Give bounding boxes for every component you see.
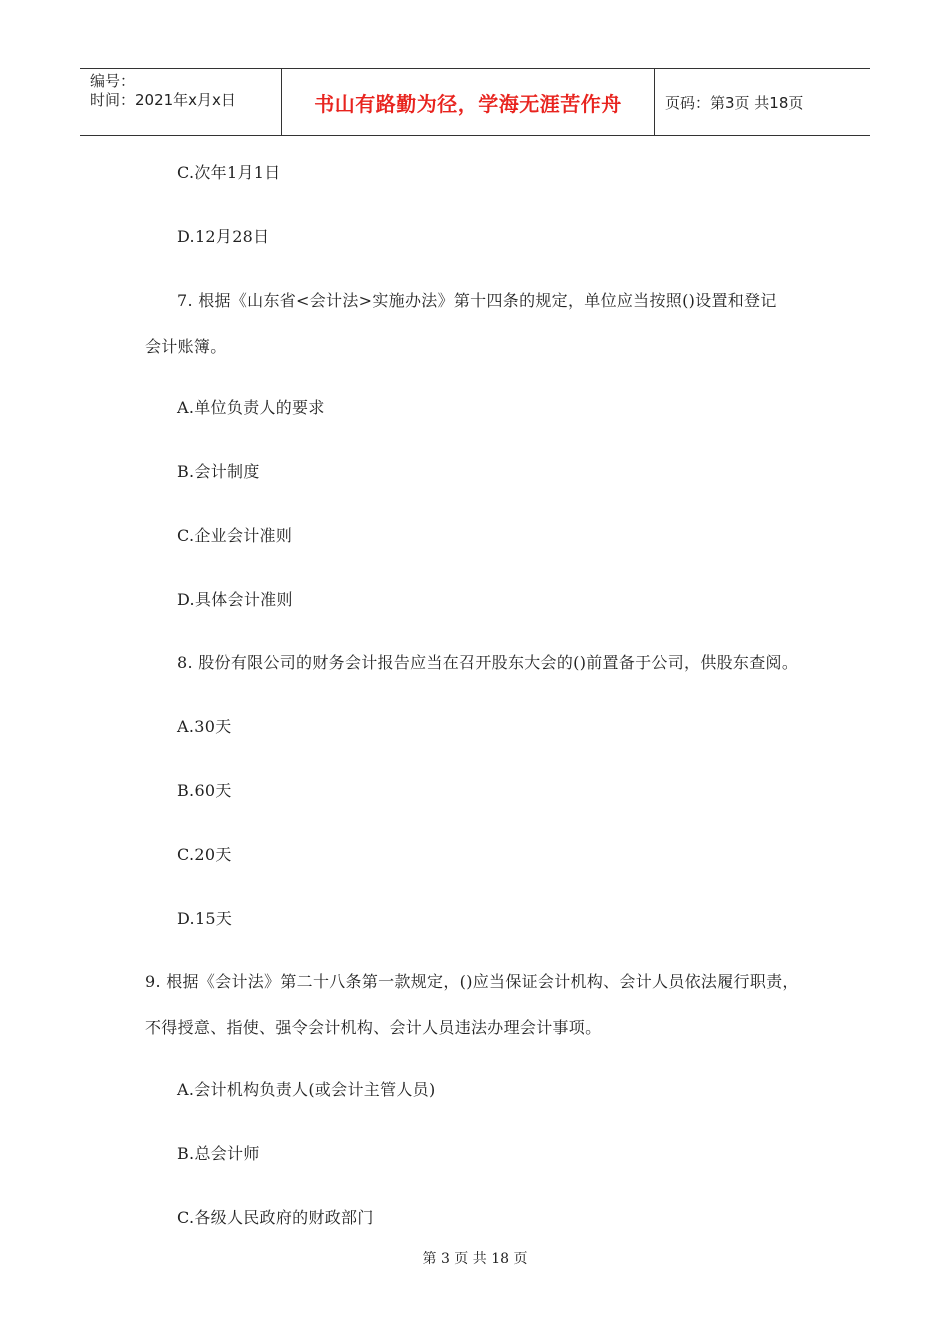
- option-line: C.次年1月1日: [177, 163, 281, 182]
- question-continuation: 不得授意、指使、强令会计机构、会计人员违法办理会计事项。: [145, 1018, 602, 1037]
- document-number-label: 编号：: [90, 72, 136, 90]
- option-line: C.企业会计准则: [177, 526, 293, 545]
- header-motto: 书山有路勤为径，学海无涯苦作舟: [314, 91, 622, 116]
- header-meta-cell: [80, 69, 282, 135]
- header-page-info: 页码：第3页 共18页: [665, 93, 804, 112]
- option-line: A.会计机构负责人(或会计主管人员): [177, 1080, 436, 1099]
- question-line: 8. 股份有限公司的财务会计报告应当在召开股东大会的()前置备于公司，供股东查阅。: [177, 653, 799, 672]
- option-line: D.12月28日: [177, 227, 270, 246]
- page-header: [80, 68, 870, 136]
- option-line: C.各级人民政府的财政部门: [177, 1208, 374, 1227]
- header-motto-cell: [282, 69, 655, 135]
- question-line: 7. 根据《山东省<会计法>实施办法》第十四条的规定，单位应当按照()设置和登记: [177, 291, 777, 310]
- option-line: C.20天: [177, 845, 232, 864]
- option-line: D.具体会计准则: [177, 590, 293, 609]
- question-continuation: 会计账簿。: [145, 337, 227, 356]
- option-line: B.总会计师: [177, 1144, 260, 1163]
- option-line: A.30天: [177, 717, 232, 736]
- header-page-cell: [655, 69, 870, 135]
- page-footer: 第 3 页 共 18 页: [422, 1251, 528, 1267]
- question-line: 9. 根据《会计法》第二十八条第一款规定，()应当保证会计机构、会计人员依法履行职责，: [145, 972, 799, 991]
- option-line: B.60天: [177, 781, 232, 800]
- option-line: A.单位负责人的要求: [177, 398, 325, 417]
- document-time-label: 时间：2021年x月x日: [90, 91, 236, 109]
- option-line: D.15天: [177, 909, 233, 928]
- option-line: B.会计制度: [177, 462, 260, 481]
